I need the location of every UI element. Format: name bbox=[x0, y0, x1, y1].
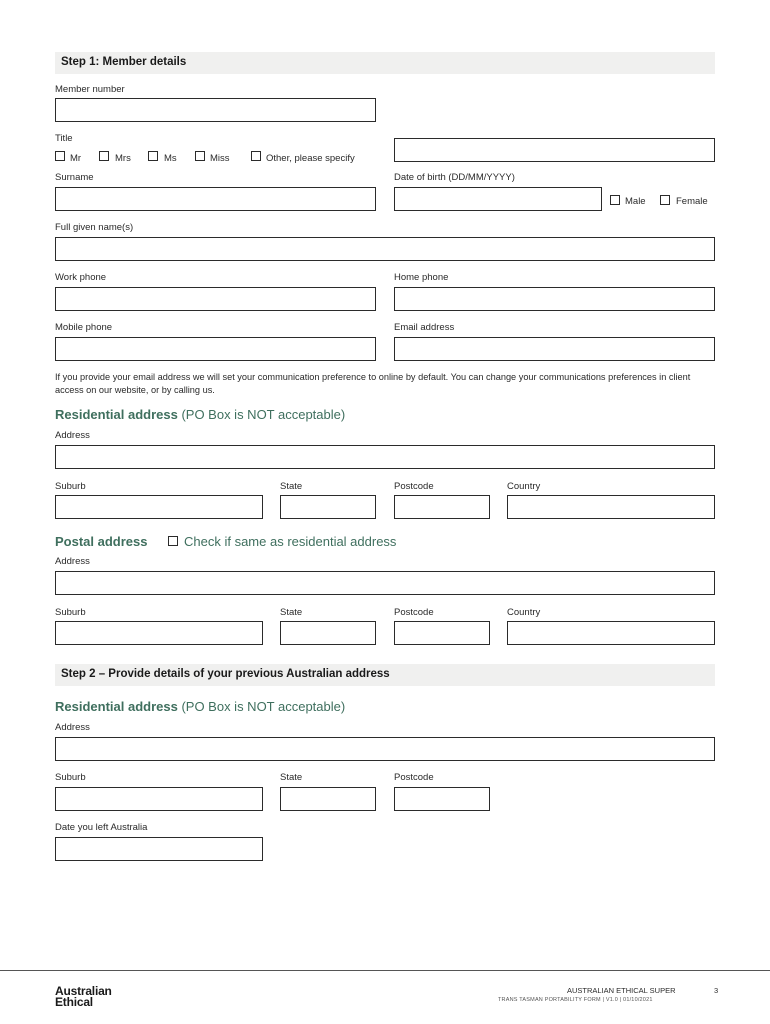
member-number-label: Member number bbox=[55, 84, 125, 95]
email-label: Email address bbox=[394, 322, 455, 333]
residential-heading-bold: Residential address bbox=[55, 407, 178, 422]
previous-address-field[interactable] bbox=[55, 737, 715, 761]
postal-country-label: Country bbox=[507, 607, 541, 618]
email-field[interactable] bbox=[394, 337, 715, 361]
title-other-label: Other, please specify bbox=[266, 153, 355, 164]
residential-suburb-field[interactable] bbox=[55, 495, 263, 519]
postal-postcode-field[interactable] bbox=[394, 621, 490, 645]
gender-female-checkbox[interactable] bbox=[660, 195, 670, 205]
residential-postcode-field[interactable] bbox=[394, 495, 490, 519]
postal-heading-bold: Postal address bbox=[55, 534, 148, 549]
title-mrs-checkbox[interactable] bbox=[99, 151, 109, 161]
title-ms-label: Ms bbox=[164, 153, 177, 164]
same-as-residential-checkbox[interactable] bbox=[168, 536, 178, 546]
title-label: Title bbox=[55, 133, 73, 144]
residential-address-field[interactable] bbox=[55, 445, 715, 469]
gender-male-label: Male bbox=[625, 196, 646, 207]
member-number-field[interactable] bbox=[55, 98, 376, 122]
title-miss-label: Miss bbox=[210, 153, 230, 164]
surname-field[interactable] bbox=[55, 187, 376, 211]
same-as-residential-label: Check if same as residential address bbox=[184, 534, 397, 549]
footer-divider bbox=[0, 970, 770, 971]
previous-residential-heading-note: (PO Box is NOT acceptable) bbox=[177, 699, 346, 714]
postal-heading bbox=[55, 534, 148, 549]
given-names-field[interactable] bbox=[55, 237, 715, 261]
postal-state-label: State bbox=[280, 607, 303, 618]
residential-state-label: State bbox=[280, 481, 303, 492]
title-ms-checkbox[interactable] bbox=[148, 151, 158, 161]
title-other-checkbox[interactable] bbox=[251, 151, 261, 161]
logo-line-2: Ethical bbox=[55, 995, 93, 1009]
residential-address-label: Address bbox=[55, 430, 90, 441]
work-phone-field[interactable] bbox=[55, 287, 376, 311]
logo-line-1: Australian bbox=[55, 984, 112, 998]
postal-suburb-label: Suburb bbox=[55, 607, 86, 618]
step1-header-bar bbox=[55, 52, 715, 74]
postal-suburb-field[interactable] bbox=[55, 621, 263, 645]
dob-label: Date of birth (DD/MM/YYYY) bbox=[394, 172, 515, 183]
previous-residential-heading bbox=[55, 699, 345, 714]
date-left-label: Date you left Australia bbox=[55, 822, 148, 833]
work-phone-label: Work phone bbox=[55, 272, 107, 283]
previous-suburb-field[interactable] bbox=[55, 787, 263, 811]
gender-female-label: Female bbox=[676, 196, 708, 207]
postal-state-field[interactable] bbox=[280, 621, 376, 645]
dob-field[interactable] bbox=[394, 187, 602, 211]
given-names-label: Full given name(s) bbox=[55, 222, 134, 233]
title-mrs-label: Mrs bbox=[115, 153, 131, 164]
title-mr-checkbox[interactable] bbox=[55, 151, 65, 161]
title-miss-checkbox[interactable] bbox=[195, 151, 205, 161]
previous-postcode-field[interactable] bbox=[394, 787, 490, 811]
residential-postcode-label: Postcode bbox=[394, 481, 434, 492]
date-left-field[interactable] bbox=[55, 837, 263, 861]
residential-state-field[interactable] bbox=[280, 495, 376, 519]
previous-state-label: State bbox=[280, 772, 303, 783]
mobile-phone-label: Mobile phone bbox=[55, 322, 113, 333]
postal-address-label: Address bbox=[55, 556, 90, 567]
step2-header-bar bbox=[55, 664, 715, 686]
previous-address-label: Address bbox=[55, 722, 90, 733]
title-mr-label: Mr bbox=[70, 153, 82, 164]
previous-residential-heading-bold: Residential address bbox=[55, 699, 178, 714]
footer-org-name: AUSTRALIAN ETHICAL SUPER bbox=[567, 986, 676, 995]
previous-postcode-label: Postcode bbox=[394, 772, 434, 783]
home-phone-field[interactable] bbox=[394, 287, 715, 311]
postal-postcode-label: Postcode bbox=[394, 607, 434, 618]
residential-heading bbox=[55, 407, 345, 422]
previous-state-field[interactable] bbox=[280, 787, 376, 811]
australian-ethical-logo bbox=[55, 986, 112, 1008]
step1-title: Step 1: Member details bbox=[61, 56, 187, 68]
surname-label: Surname bbox=[55, 172, 94, 183]
footer-page-number: 3 bbox=[714, 986, 719, 995]
postal-country-field[interactable] bbox=[507, 621, 715, 645]
mobile-phone-field[interactable] bbox=[55, 337, 376, 361]
residential-suburb-label: Suburb bbox=[55, 481, 86, 492]
footer-form-meta: TRANS TASMAN PORTABILITY FORM | V1.0 | 01/10/2021 bbox=[498, 997, 653, 1003]
residential-country-field[interactable] bbox=[507, 495, 715, 519]
email-note: If you provide your email address we will set your communication preference to online by default. You can change your communications preferences in client access on our website, or by calling us. bbox=[55, 372, 691, 395]
step2-title: Step 2 – Provide details of your previous Australian address bbox=[61, 668, 390, 680]
previous-suburb-label: Suburb bbox=[55, 772, 86, 783]
residential-heading-note: (PO Box is NOT acceptable) bbox=[177, 407, 346, 422]
home-phone-label: Home phone bbox=[394, 272, 449, 283]
gender-male-checkbox[interactable] bbox=[610, 195, 620, 205]
title-other-specify-field[interactable] bbox=[394, 138, 715, 162]
residential-country-label: Country bbox=[507, 481, 541, 492]
postal-address-field[interactable] bbox=[55, 571, 715, 595]
